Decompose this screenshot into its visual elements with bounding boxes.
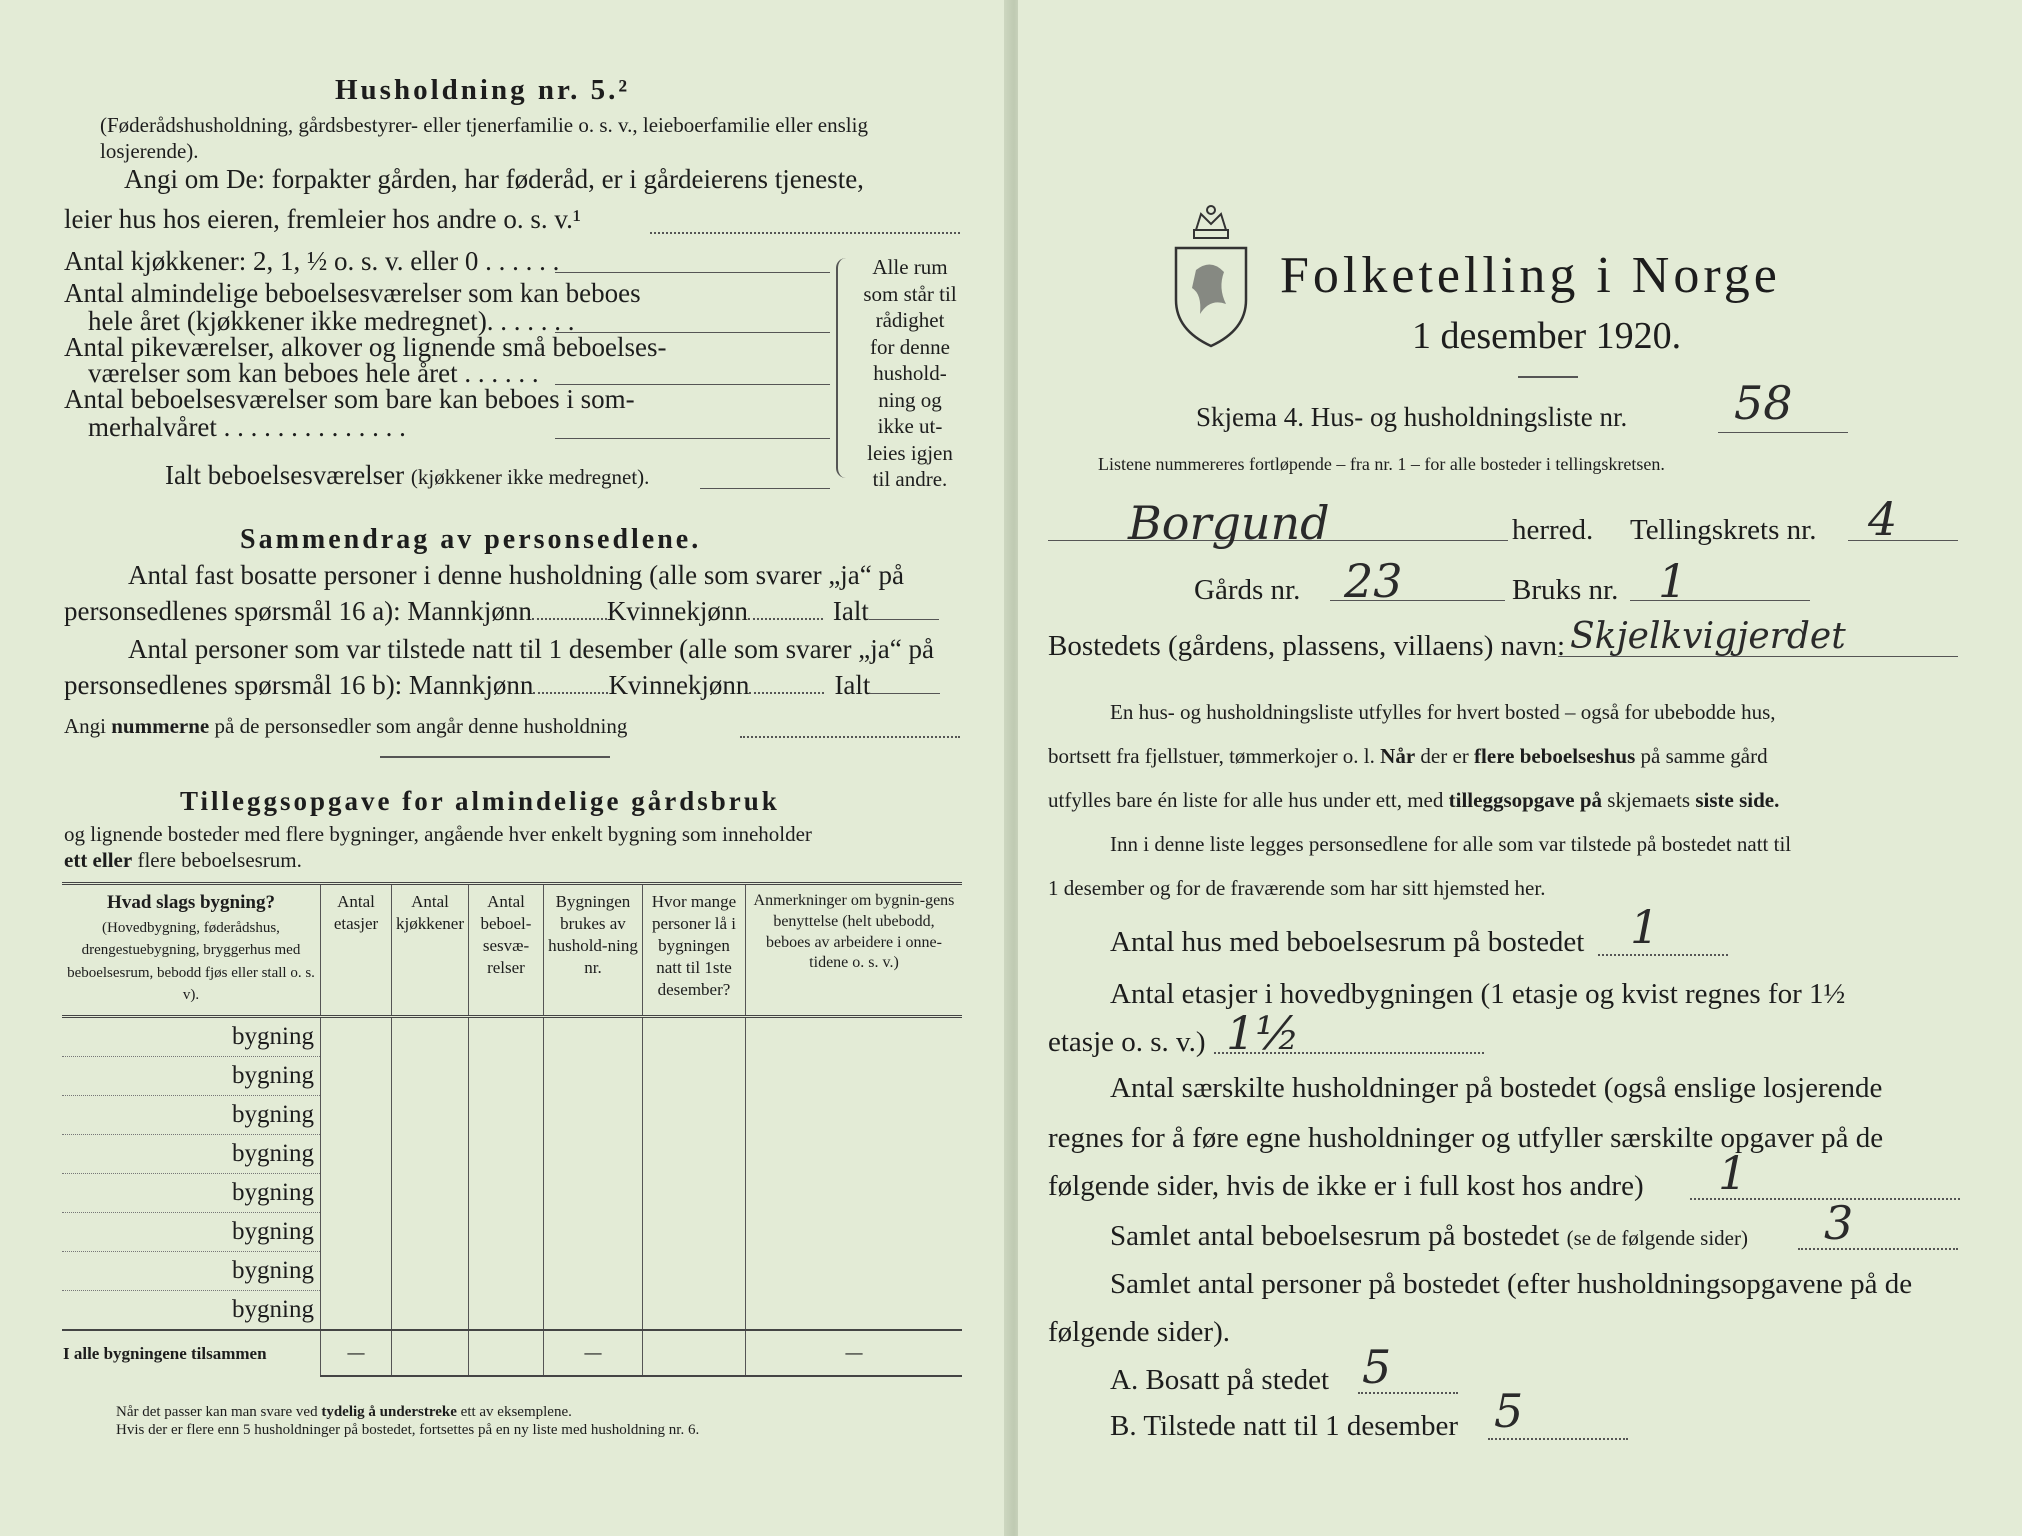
table-row[interactable] [62,1135,962,1174]
cell[interactable] [642,1017,745,1057]
angi-answer-line[interactable] [650,232,960,234]
cell[interactable] [543,1135,642,1174]
cell[interactable] [321,1252,392,1291]
gards-label: Gårds nr. [1194,574,1301,606]
kvinne-16a-label: Kvinnekjønn [606,596,748,626]
para1-line3-mid: skjemaets [1602,788,1696,812]
side-note-line: for denne [870,334,950,359]
cell[interactable] [543,1096,642,1135]
table-row[interactable] [62,1213,962,1252]
para1-line3 [1048,788,1779,813]
cell[interactable] [392,1174,469,1213]
right-page [1018,0,2022,1536]
cell[interactable] [543,1291,642,1331]
row-label: bygning [62,1057,321,1096]
cell[interactable] [745,1135,962,1174]
cell[interactable] [392,1096,469,1135]
cell[interactable] [392,1135,469,1174]
saerskilte-line1: Antal særskilte husholdninger på bostedet (også enslige losjerende [1110,1072,1883,1104]
hus-label: Antal hus med beboelsesrum på bostedet [1110,926,1585,958]
tillegg-line-2 [64,848,302,873]
bosatt-label: A. Bosatt på stedet [1110,1364,1330,1396]
household-title: Husholdning nr. 5.² [335,74,631,106]
footnote-1-post: ett av eksemplene. [456,1404,572,1420]
cell[interactable] [642,1096,745,1135]
col-bygning-title: Hvad slags bygning? [107,892,275,913]
mann-16b-field[interactable] [533,692,608,694]
cell[interactable] [321,1135,392,1174]
para1-line3-pre: utfylles bare én liste for alle hus under ett, med [1048,788,1449,812]
sammendrag-2b-text: personsedlenes spørsmål 16 b): Mannkjønn [64,670,534,700]
ialt-16b-field[interactable] [870,693,940,694]
tellingskrets-label: Tellingskrets nr. [1630,514,1817,546]
cell[interactable] [392,1291,469,1331]
dash: — [745,1330,962,1376]
para1-line2 [1048,744,1768,769]
cell[interactable] [543,1252,642,1291]
angi-line-1: Angi om De: forpakter gården, har føderåd, er i gårdeierens tjeneste, [124,164,864,194]
tilstede-value: 5 [1494,1384,1524,1438]
cell[interactable] [468,1057,543,1096]
para2-line2: 1 desember og for de fraværende som har sitt hjemsted her. [1048,876,1546,900]
table-header-row [62,884,962,1017]
bruks-field[interactable] [1630,600,1810,601]
brace [836,258,852,478]
footnote-1 [116,1404,572,1421]
para1-line3-bold2: siste side. [1695,788,1780,812]
cell[interactable] [745,1017,962,1057]
herred-value: Borgund [1128,496,1330,550]
para1-line2-mid: der er [1415,744,1475,768]
sammendrag-1b [64,596,939,627]
col-beboelsesvaerelser-header: Antal beboel-sesvæ-relser [468,884,543,1017]
side-note-line: som står til [863,281,957,306]
cell[interactable] [392,1213,469,1252]
pike-label-2: værelser som kan beboes hele året . . . . . . [88,358,539,388]
ialt-16a-field[interactable] [869,619,939,620]
row-label: bygning [62,1135,321,1174]
title-divider [1518,376,1578,378]
para1-line2-bold2: flere beboelseshus [1474,744,1636,768]
cell[interactable] [543,1174,642,1213]
para2-line1: Inn i denne liste legges personsedlene for alle som var tilstede på bostedet natt til [1110,832,1792,856]
ialt-row [165,460,649,491]
ialt-answer-line[interactable] [700,488,830,489]
table-row[interactable] [62,1057,962,1096]
cell[interactable] [543,1057,642,1096]
cell[interactable] [642,1213,745,1252]
row-label: bygning [62,1017,321,1057]
cell[interactable] [321,1213,392,1252]
saerskilte-line2: regnes for å føre egne husholdninger og utfyller særskilte opgaver på de [1048,1122,1884,1154]
cell[interactable] [642,1174,745,1213]
gards-value: 23 [1344,554,1403,608]
etasjer-line2: etasje o. s. v.) [1048,1026,1206,1058]
tillegg-title: Tilleggsopgave for almindelige gårdsbruk [180,786,780,816]
cell[interactable] [468,1174,543,1213]
footnote-2: Hvis der er flere enn 5 husholdninger på bostedet, fortsettes på en ny liste med husholdning nr. 6. [116,1422,700,1438]
ialt-note: (kjøkkener ikke medregnet). [410,465,650,489]
buildings-table [62,882,962,1377]
etasjer-value: 1½ [1226,1006,1300,1060]
cell[interactable] [642,1135,745,1174]
col-bygning-body: (Hovedbygning, føderådshus, drengestuebygning, bryggerhus med beboelsesrum, bebodd fjøs eller stall o. s. v). [67,919,315,1004]
tilstede-label: B. Tilstede natt til 1 desember [1110,1410,1458,1442]
cell[interactable] [321,1057,392,1096]
bosatt-value: 5 [1362,1340,1392,1394]
tillegg-bold: ett eller [64,848,133,872]
side-note-line: Alle rum [872,255,948,279]
cell[interactable] [468,1291,543,1331]
row-label: bygning [62,1291,321,1331]
angi-line-2: leier hus hos eieren, fremleier hos andre o. s. v.¹ [64,204,581,234]
kvinne-16b-label: Kvinnekjønn [608,670,750,700]
main-title: Folketelling i Norge [1280,247,1781,304]
cell[interactable] [745,1291,962,1331]
herred-label: herred. [1512,514,1594,546]
table-total-row [62,1330,962,1376]
alm-label-2: hele året (kjøkkener ikke medregnet). . . . . . . [88,306,575,336]
bruks-value: 1 [1658,554,1688,608]
row-label: bygning [62,1096,321,1135]
ialt-16a-label: Ialt [832,596,869,626]
rum-value: 3 [1824,1196,1854,1250]
sammendrag-2b [64,670,940,701]
kvinne-16a-field[interactable] [748,618,823,620]
ialt-label: Ialt beboelsesværelser [165,460,405,490]
para1-line3-bold1: tilleggsopgave på [1448,788,1603,812]
divider [380,756,610,758]
cell[interactable] [321,1096,392,1135]
cell[interactable] [745,1096,962,1135]
nummerne-field[interactable] [740,736,960,738]
mann-16a-field[interactable] [532,618,607,620]
nummerne-bold: nummerne [111,714,210,738]
table-row[interactable] [62,1096,962,1135]
cell[interactable] [745,1174,962,1213]
sammendrag-title: Sammendrag av personsedlene. [240,524,702,555]
nummerne-row [64,714,627,739]
skjema-label: Skjema 4. Hus- og husholdningsliste nr. [1196,402,1628,432]
tellingskrets-value: 4 [1868,492,1898,546]
row-label: bygning [62,1213,321,1252]
cell[interactable] [392,1330,469,1376]
hus-value: 1 [1630,900,1660,954]
cell[interactable] [642,1330,745,1376]
total-label: I alle bygningene tilsammen [62,1330,321,1376]
rum-row [1110,1220,1748,1253]
cell[interactable] [468,1135,543,1174]
col-husholdning-header: Bygningen brukes av hushold-ning nr. [543,884,642,1017]
rum-note: (se de følgende sider) [1566,1226,1748,1250]
saerskilte-line3: følgende sider, hvis de ikke er i full kost hos andre) [1048,1170,1644,1202]
kjokkener-answer-line[interactable] [555,272,830,273]
sammendrag-1a: Antal fast bosatte personer i denne husholdning (alle som svarer „ja“ på [128,560,904,590]
tilstede-field[interactable] [1488,1438,1628,1440]
sammendrag-2a: Antal personer som var tilstede natt til 1 desember (alle som svarer „ja“ på [128,634,934,664]
kjokkener-label: Antal kjøkkener: 2, 1, ½ o. s. v. eller 0 . . . . . . [64,246,560,276]
cell[interactable] [543,1017,642,1057]
side-note-line: leies igjen [867,440,953,465]
col-anmerkninger-header: Anmerkninger om bygnin-gens benyttelse (helt ubebodd, beboes av arbeidere i onne-tidene o. s. v.) [745,884,962,1017]
cell[interactable] [321,1017,392,1057]
ialt-16b-label: Ialt [834,670,871,700]
para1-line1: En hus- og husholdningsliste utfylles for hvert bosted – også for ubebodde hus, [1110,700,1776,724]
side-note-line: rådighet [875,308,945,332]
cell[interactable] [468,1096,543,1135]
nummerne-pre: Angi [64,714,112,738]
side-note-line: hushold- [873,361,947,385]
table-row[interactable] [62,1017,962,1057]
sommer-label-2: merhalvåret . . . . . . . . . . . . . . [88,412,406,442]
cell[interactable] [468,1213,543,1252]
col-kjokkener-header: Antal kjøkkener [392,884,469,1017]
cell[interactable] [321,1291,392,1331]
cell[interactable] [745,1252,962,1291]
tillegg-rest: flere beboelsesrum. [132,848,302,872]
table-row[interactable] [62,1291,962,1331]
saerskilte-value: 1 [1718,1146,1748,1200]
bosted-value: Skjelkvigjerdet [1570,616,1846,657]
side-note-line: ikke ut- [877,414,943,438]
table-row[interactable] [62,1174,962,1213]
cell[interactable] [642,1291,745,1331]
para1-line2-bold1: Når [1380,744,1416,768]
side-note-line: til andre. [872,467,948,491]
side-note [858,254,962,493]
bruks-label: Bruks nr. [1512,574,1619,606]
cell[interactable] [543,1213,642,1252]
cell[interactable] [392,1057,469,1096]
col-personer-header: Hvor mange personer lå i bygningen natt til 1ste desember? [642,884,745,1017]
bosted-label: Bostedets (gårdens, plassens, villaens) navn: [1048,630,1566,662]
para1-line2-pre: bortsett fra fjellstuer, tømmerkojer o. l. [1048,744,1381,768]
skjema-value: 58 [1734,376,1793,430]
pike-label-1: Antal pikeværelser, alkover og lignende små beboelses- [64,332,667,362]
skjema-field[interactable] [1718,432,1848,433]
rum-field[interactable] [1798,1248,1958,1250]
row-label: bygning [62,1252,321,1291]
table-row[interactable] [62,1252,962,1291]
col-etasjer-header: Antal etasjer [321,884,392,1017]
coat-of-arms-icon [1166,200,1256,350]
census-date: 1 desember 1920. [1412,315,1682,357]
sammendrag-1b-text: personsedlenes spørsmål 16 a): Mannkjønn [64,596,532,626]
dash: — [321,1330,392,1376]
rum-label: Samlet antal beboelsesrum på bostedet [1110,1220,1560,1252]
cell[interactable] [392,1252,469,1291]
dash: — [543,1330,642,1376]
tellingskrets-field[interactable] [1848,540,1958,541]
alm-label-1: Antal almindelige beboelsesværelser som kan beboes [64,278,641,308]
footnote-1-pre: Når det passer kan man svare ved [116,1404,322,1420]
hus-field[interactable] [1598,954,1728,956]
cell[interactable] [392,1017,469,1057]
personer-line1: Samlet antal personer på bostedet (efter husholdningsopgavene på de [1110,1268,1913,1300]
sommer-answer-line[interactable] [555,438,830,439]
footnote-1-bold: tydelig å understreke [321,1404,457,1420]
personer-line2: følgende sider). [1048,1316,1230,1348]
cell[interactable] [468,1330,543,1376]
listene-note: Listene nummereres fortløpende – fra nr. 1 – for alle bosteder i tellingskretsen. [1098,454,1665,474]
household-note: (Føderådshusholdning, gårdsbestyrer- eller tjenerfamilie o. s. v., leieboerfamilie eller enslig losjerende). [100,113,868,163]
cell[interactable] [642,1252,745,1291]
cell[interactable] [642,1057,745,1096]
cell[interactable] [745,1213,962,1252]
cell[interactable] [468,1252,543,1291]
row-label: bygning [62,1174,321,1213]
cell[interactable] [745,1057,962,1096]
nummerne-post: på de personsedler som angår denne husholdning [209,714,628,738]
kvinne-16b-field[interactable] [749,692,824,694]
left-page [0,0,1010,1536]
cell[interactable] [321,1174,392,1213]
cell[interactable] [468,1017,543,1057]
side-note-line: ning og [878,387,942,412]
etasjer-line1: Antal etasjer i hovedbygningen (1 etasje og kvist regnes for 1½ [1110,978,1846,1010]
col-bygning-header [62,884,321,1017]
para1-line2-post: på samme gård [1635,744,1768,768]
tillegg-line-1: og lignende bosteder med flere bygninger, angående hver enkelt bygning som inneholder [64,822,812,846]
sommer-label-1: Antal beboelsesværelser som bare kan beboes i som- [64,384,635,414]
